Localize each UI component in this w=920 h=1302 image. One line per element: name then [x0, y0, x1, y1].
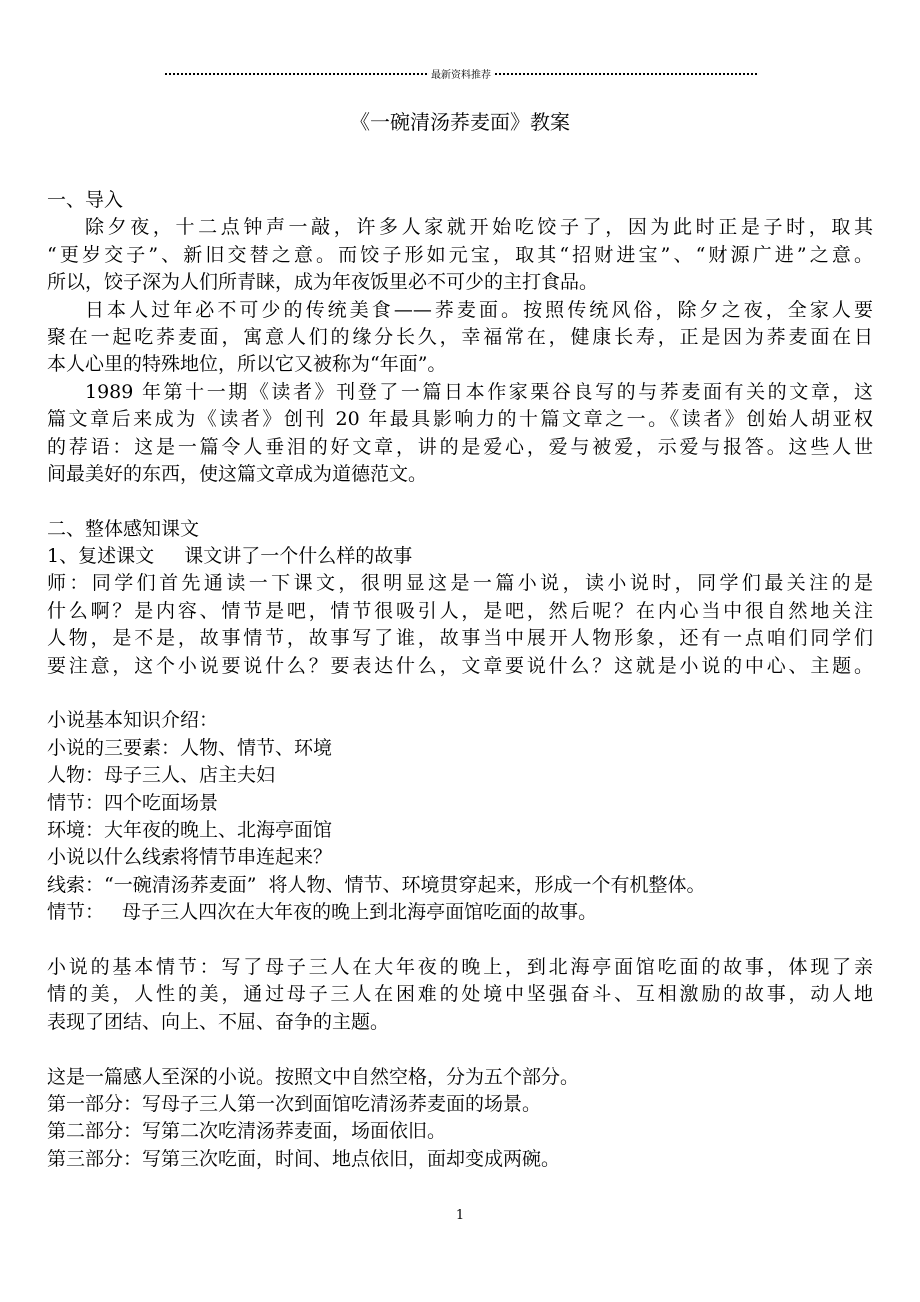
text-line: 除夕夜，十二点钟声一敲，许多人家就开始吃饺子了，因为此时正是子时，取其: [85, 216, 873, 239]
text-line: 什么啊？是内容、情节是吧，情节很吸引人，是吧，然后呢？在内心当中很自然地关注: [47, 599, 873, 622]
text-line: 第二部分：写第二次吃清汤荞麦面，场面依旧。: [47, 1120, 447, 1143]
text-line: 线索：“一碗清汤荞麦面” 将人物、情节、环境贯穿起来，形成一个有机整体。: [47, 873, 706, 896]
text-line: “更岁交子”、新旧交替之意。而饺子形如元宝，取其“招财进宝”、“财源广进”之意。: [47, 243, 873, 266]
text-line: 表现了团结、向上、不屈、奋争的主题。: [47, 1010, 390, 1033]
document-title: 《一碗清汤荞麦面》教案: [350, 110, 570, 134]
header-label: 最新资料推荐: [431, 69, 491, 81]
text-line: 师：同学们首先通读一下课文，很明显这是一篇小说，读小说时，同学们最关注的是: [47, 572, 873, 595]
text-line: 篇文章后来成为《读者》创刊 20 年最具影响力的十篇文章之一。《读者》创始人胡亚权: [47, 408, 873, 431]
text-line: 一、导入: [47, 189, 124, 211]
text-line: 二、整体感知课文: [47, 517, 200, 540]
text-line: 日本人过年必不可少的传统美食——荞麦面。按照传统风俗，除夕之夜，全家人要: [85, 298, 873, 321]
blank-line: [47, 927, 873, 954]
text-line: 情节： 母子三人四次在大年夜的晚上到北海亭面馆吃面的故事。: [47, 901, 598, 924]
text-line: 环境：大年夜的晚上、北海亭面馆: [47, 818, 333, 841]
text-line: 小说的基本情节：写了母子三人在大年夜的晚上，到北海亭面馆吃面的故事，体现了亲: [47, 955, 873, 978]
page-number: 1: [455, 1208, 465, 1223]
text-line: 这是一篇感人至深的小说。按照文中自然空格，分为五个部分。: [47, 1065, 580, 1088]
text-line: 间最美好的东西，使这篇文章成为道德范文。: [47, 462, 428, 485]
text-line: 情的美，人性的美，通过母子三人在困难的处境中坚强奋斗、互相激励的故事，动人地: [47, 983, 873, 1006]
text-line: 人物，是不是，故事情节，故事写了谁，故事当中展开人物形象，还有一点咱们同学们: [47, 627, 873, 650]
blank-line: [47, 488, 873, 515]
text-line: 1989 年第十一期《读者》刊登了一篇日本作家栗谷良写的与荞麦面有关的文章，这: [85, 380, 873, 403]
text-line: 的荐语：这是一篇令人垂泪的好文章，讲的是爱心，爱与被爱，示爱与报答。这些人世: [47, 435, 873, 458]
text-line: 第三部分：写第三次吃面，时间、地点依旧，面却变成两碗。: [47, 1147, 561, 1170]
blank-line: [47, 680, 873, 707]
text-line: 小说的三要素：人物、情节、环境: [47, 736, 333, 759]
running-header: [165, 64, 757, 82]
header-dotted-rule-left: [165, 73, 427, 75]
text-line: 所以，饺子深为人们所青睐，成为年夜饭里必不可少的主打食品。: [47, 271, 599, 294]
text-line: 第一部分：写母子三人第一次到面馆吃清汤荞麦面的场景。: [47, 1092, 542, 1115]
text-line: 1、复述课文 课文讲了一个什么样的故事: [47, 545, 413, 568]
text-line: 本人心里的特殊地位，所以它又被称为“年面”。: [47, 353, 447, 376]
blank-line: [47, 1036, 873, 1063]
text-line: 要注意，这个小说要说什么？要表达什么，文章要说什么？这就是小说的中心、主题。: [47, 654, 873, 677]
text-line: 情节：四个吃面场景: [47, 791, 219, 814]
text-line: 人物：母子三人、店主夫妇: [47, 764, 276, 787]
text-line: 聚在一起吃荞麦面，寓意人们的缘分长久，幸福常在，健康长寿，正是因为荞麦面在日: [47, 325, 873, 348]
document-body: [47, 187, 873, 1173]
header-dotted-rule-right: [495, 73, 757, 75]
text-line: 小说基本知识介绍：: [47, 709, 219, 732]
text-line: 小说以什么线索将情节串连起来？: [47, 846, 333, 869]
